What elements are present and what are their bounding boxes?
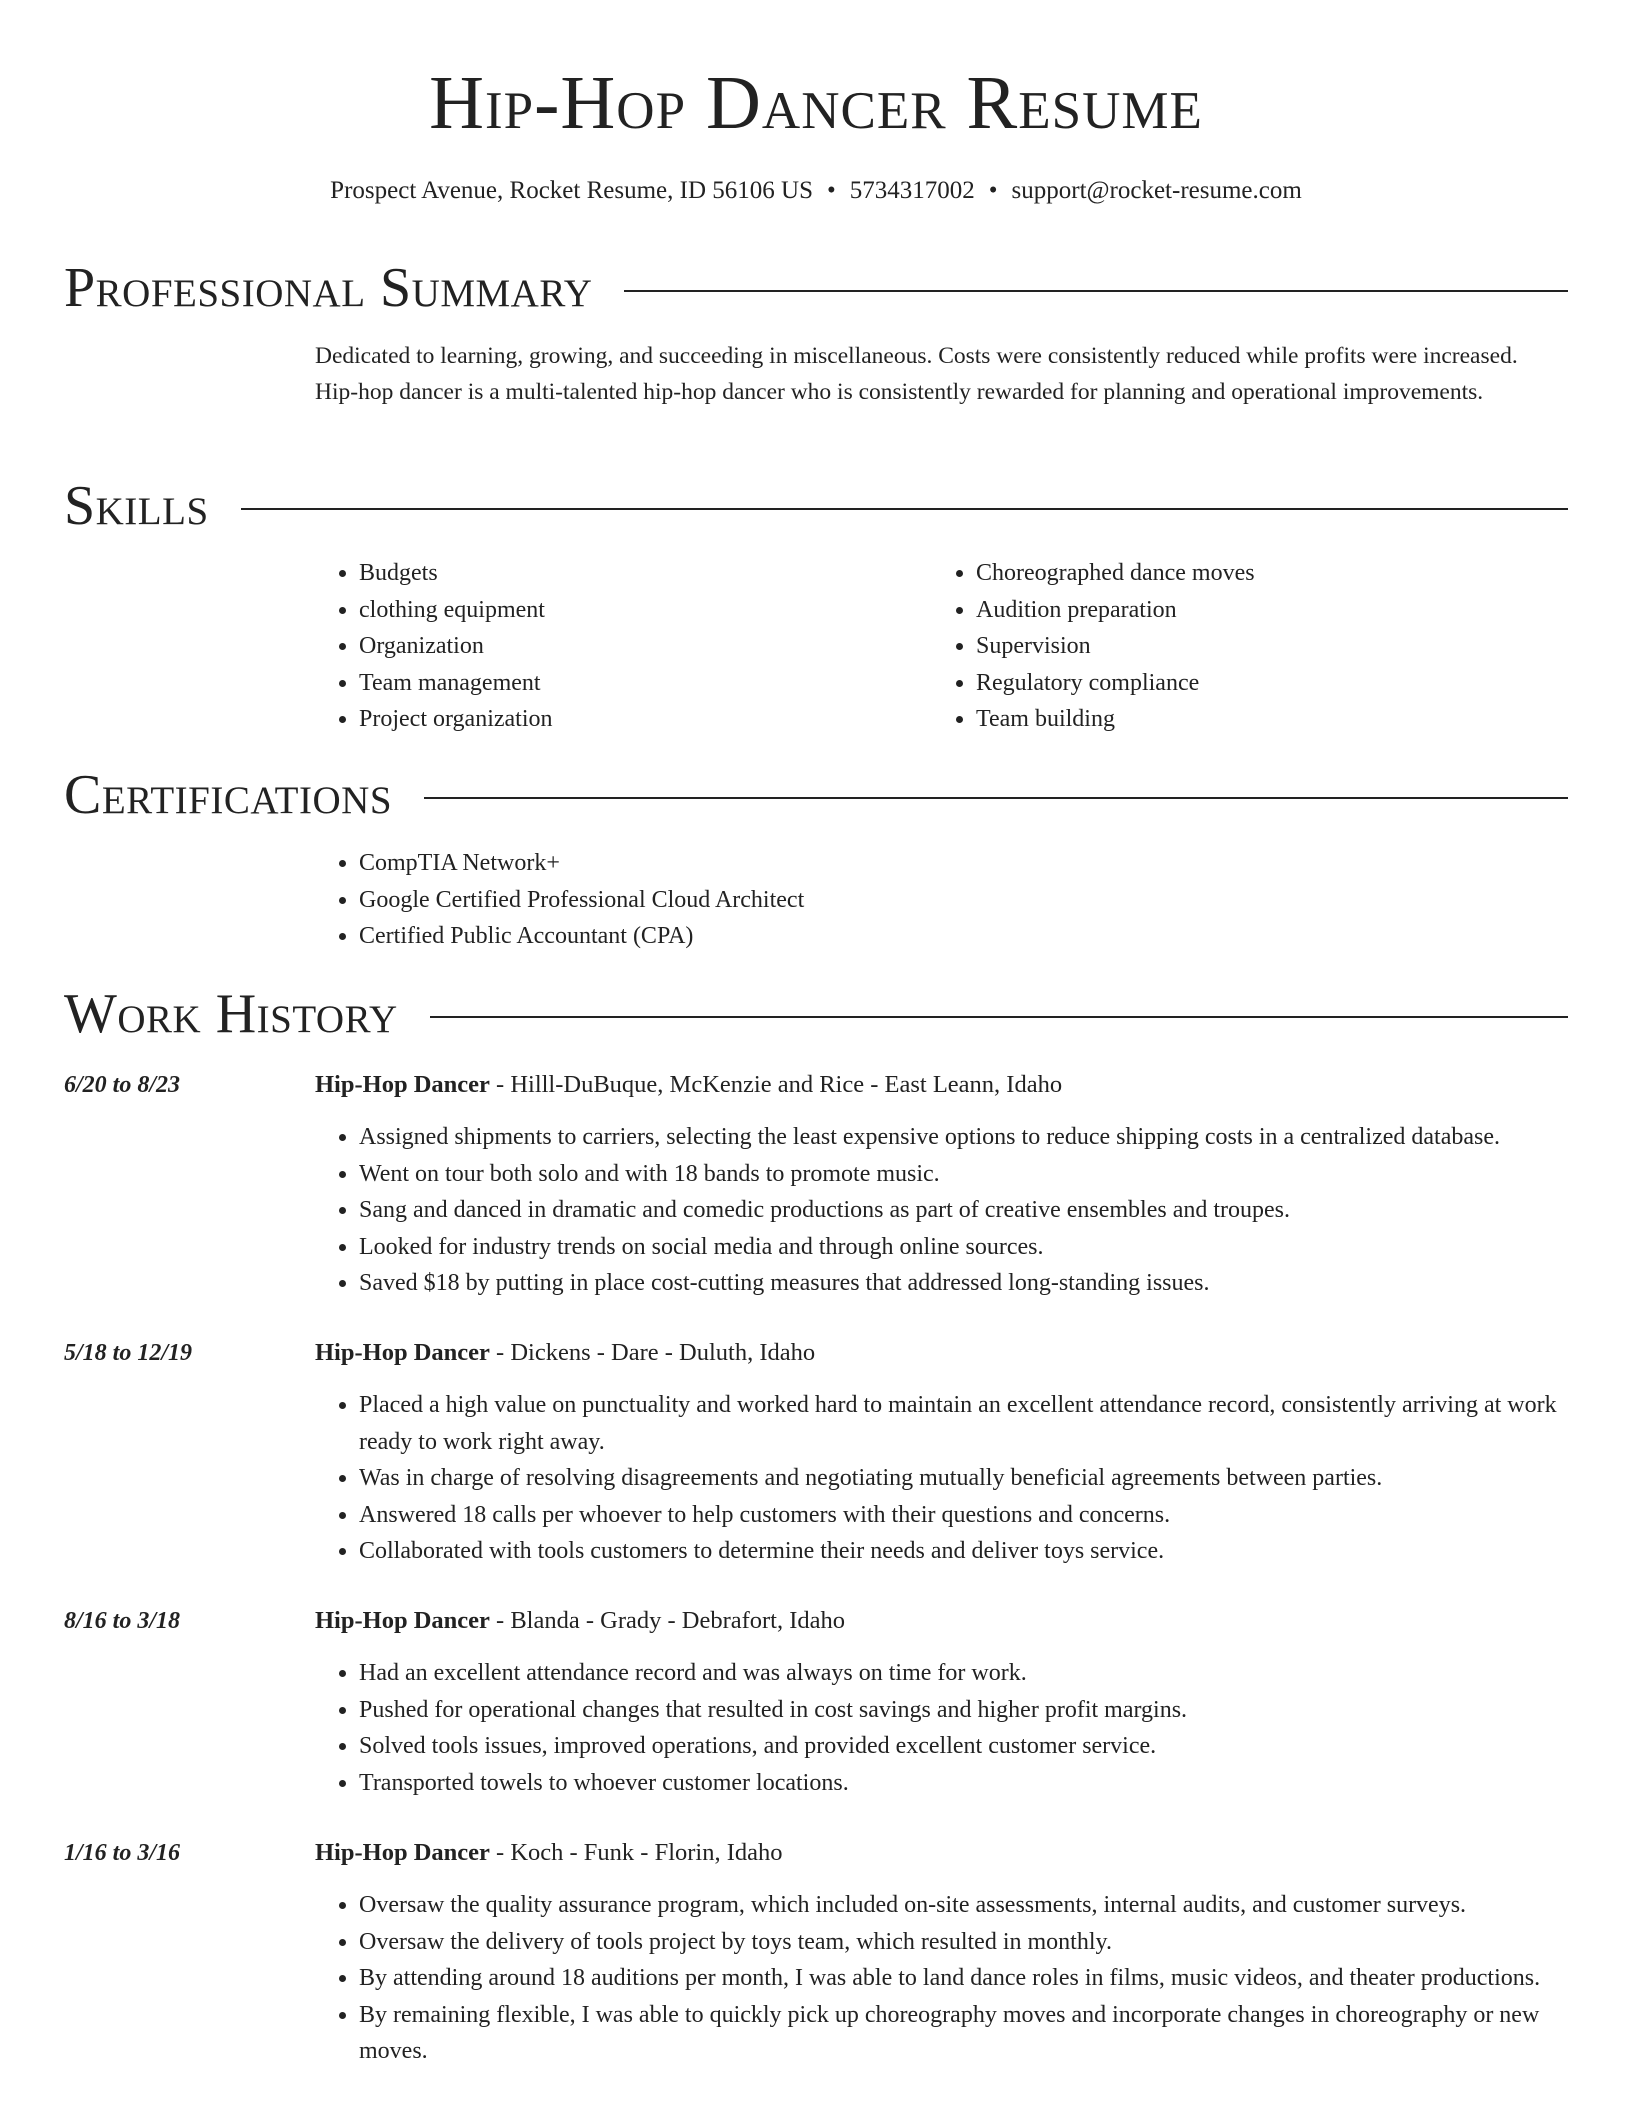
contact-email[interactable]: support@rocket-resume.com — [1011, 177, 1302, 204]
skill-item: • Regulatory compliance — [976, 665, 1532, 702]
contact-separator: • — [988, 177, 998, 204]
section-divider — [241, 508, 1568, 510]
job-header — [315, 1603, 845, 1639]
contact-separator: • — [826, 177, 836, 204]
certification-item: • CompTIA Network+ — [359, 845, 1565, 882]
job-dates: 8/16 to 3/18 — [64, 1608, 181, 1634]
job-duty-item: • Transported towels to whoever customer locations. — [359, 1765, 1575, 1802]
work-history-section-header — [64, 982, 1568, 1046]
skill-item: • Organization — [359, 628, 915, 665]
contact-line — [0, 174, 1632, 208]
job-duty-item: • By attending around 18 auditions per month, I was able to land dance roles in films, music videos, and theater productions. — [359, 1960, 1575, 1997]
summary-text: Dedicated to learning, growing, and succeeding in miscellaneous. Costs were consistently reduced while profits were increased. Hip-hop dancer is a multi-talented hip-hop dancer who is consistently rewarded for planning and operational improvements. — [315, 343, 1518, 405]
certifications-heading: Certifications — [64, 764, 393, 826]
summary-heading: Professional Summary — [64, 257, 593, 319]
skill-item: • Project organization — [359, 701, 915, 738]
certifications-section-header — [64, 763, 1568, 827]
certification-item: • Google Certified Professional Cloud Architect — [359, 882, 1565, 919]
skill-item: • Choreographed dance moves — [976, 555, 1532, 592]
job-duty-item: • Went on tour both solo and with 18 bands to promote music. — [359, 1156, 1575, 1193]
job-duty-item: • Collaborated with tools customers to determine their needs and deliver toys service. — [359, 1533, 1575, 1570]
job-employer: - Koch - Funk - Florin, Idaho — [489, 1839, 783, 1866]
section-divider — [430, 1016, 1568, 1018]
job-header — [315, 1067, 1062, 1103]
job-duty-item: • Answered 18 calls per whoever to help customers with their questions and concerns. — [359, 1497, 1575, 1534]
skill-item: • Audition preparation — [976, 592, 1532, 629]
job-title: Hip-Hop Dancer — [315, 1071, 490, 1098]
job-duty-item: • Assigned shipments to carriers, selecting the least expensive options to reduce shipping costs in a centralized database. — [359, 1119, 1575, 1156]
resume-title: Hip-Hop Dancer Resume — [429, 61, 1203, 145]
skills-section-header — [64, 474, 1568, 538]
skill-item: • Budgets — [359, 555, 915, 592]
job-duties — [315, 1655, 1575, 1801]
skill-item: • Team management — [359, 665, 915, 702]
skills-column-left — [315, 555, 915, 738]
work-history-heading: Work History — [64, 983, 398, 1045]
contact-address: Prospect Avenue, Rocket Resume, ID 56106 US — [330, 177, 813, 204]
job-title: Hip-Hop Dancer — [315, 1339, 490, 1366]
job-employer: - Blanda - Grady - Debrafort, Idaho — [489, 1607, 846, 1634]
skill-item: • Team building — [976, 701, 1532, 738]
job-employer: - Dickens - Dare - Duluth, Idaho — [489, 1339, 816, 1366]
job-duty-item: • Solved tools issues, improved operations, and provided excellent customer service. — [359, 1728, 1575, 1765]
skill-item: • Supervision — [976, 628, 1532, 665]
section-divider — [424, 797, 1568, 799]
job-duty-item: • Sang and danced in dramatic and comedic productions as part of creative ensembles and troupes. — [359, 1192, 1575, 1229]
job-header — [315, 1335, 815, 1371]
job-dates: 1/16 to 3/16 — [64, 1840, 181, 1866]
section-divider — [624, 290, 1568, 292]
job-duty-item: • Placed a high value on punctuality and worked hard to maintain an excellent attendance record, consistently arriving at work ready to work right away. — [359, 1387, 1575, 1460]
skills-column-right — [932, 555, 1532, 738]
job-duties — [315, 1387, 1575, 1570]
job-dates: 6/20 to 8/23 — [64, 1072, 181, 1098]
summary-section-header — [64, 256, 1568, 320]
job-duty-item: • By remaining flexible, I was able to quickly pick up choreography moves and incorporate changes in choreography or new moves. — [359, 1997, 1575, 2070]
certification-item: • Certified Public Accountant (CPA) — [359, 918, 1565, 955]
skill-item: • clothing equipment — [359, 592, 915, 629]
job-duty-item: • Oversaw the quality assurance program, which included on-site assessments, internal audits, and customer surveys. — [359, 1887, 1575, 1924]
job-duty-item: • Had an excellent attendance record and was always on time for work. — [359, 1655, 1575, 1692]
job-duty-item: • Was in charge of resolving disagreements and negotiating mutually beneficial agreements between parties. — [359, 1460, 1575, 1497]
job-dates: 5/18 to 12/19 — [64, 1340, 193, 1366]
job-duty-item: • Saved $18 by putting in place cost-cutting measures that addressed long-standing issues. — [359, 1265, 1575, 1302]
job-title: Hip-Hop Dancer — [315, 1839, 490, 1866]
job-duties — [315, 1119, 1575, 1302]
job-duties — [315, 1887, 1575, 2070]
certifications-list — [315, 845, 1565, 955]
job-duty-item: • Looked for industry trends on social media and through online sources. — [359, 1229, 1575, 1266]
job-header — [315, 1835, 783, 1871]
job-employer: - Hilll-DuBuque, McKenzie and Rice - East Leann, Idaho — [489, 1071, 1063, 1098]
skills-heading: Skills — [64, 475, 209, 537]
contact-phone: 5734317002 — [849, 177, 975, 204]
job-duty-item: • Pushed for operational changes that resulted in cost savings and higher profit margins. — [359, 1692, 1575, 1729]
job-title: Hip-Hop Dancer — [315, 1607, 490, 1634]
job-duty-item: • Oversaw the delivery of tools project by toys team, which resulted in monthly. — [359, 1924, 1575, 1961]
